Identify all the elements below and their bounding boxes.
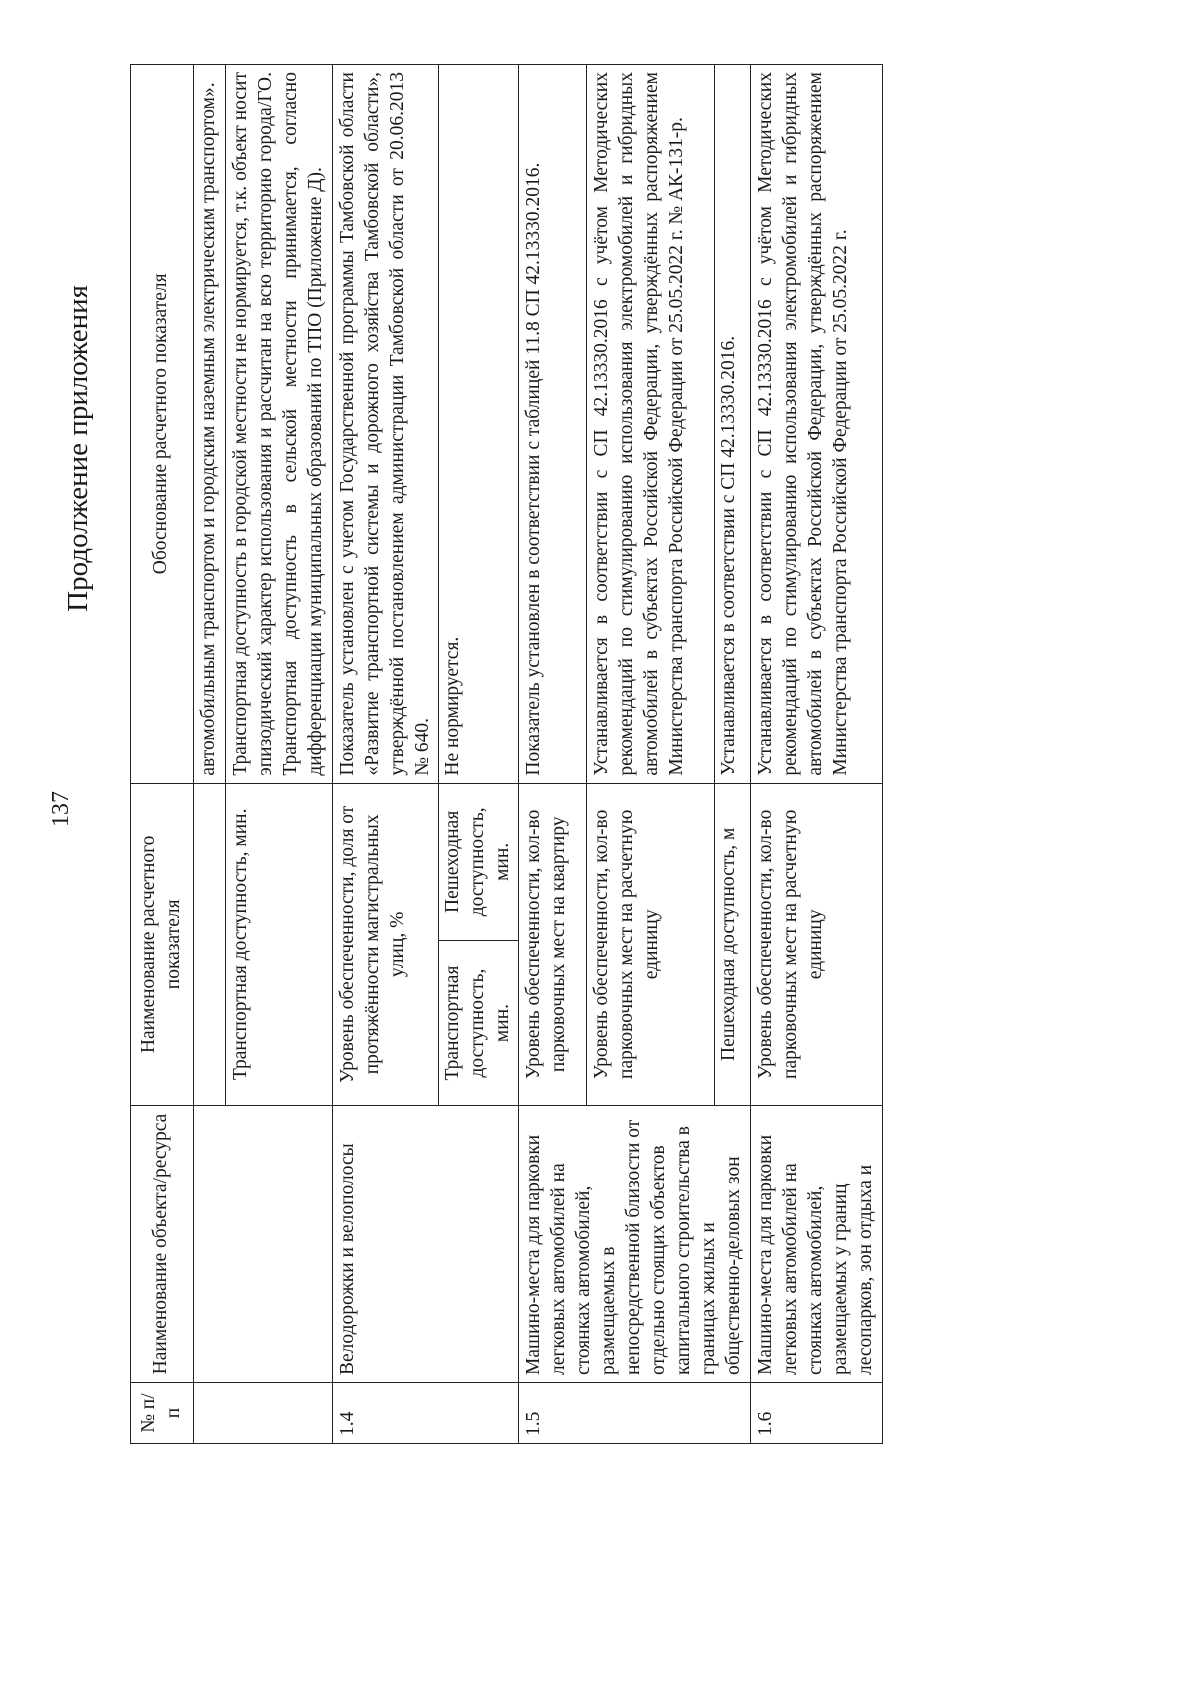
header-object: Наименование объекта/ресурса: [131, 1106, 194, 1383]
indicators-table: [130, 64, 883, 1444]
table-row: [332, 65, 439, 1444]
page-number: 137: [48, 791, 74, 827]
row-indicator: Транспортная доступность, мин.: [225, 783, 332, 1105]
row-indicator: Уровень обеспеченности, кол-во парковочных мест на расчетную единицу: [750, 783, 882, 1105]
table-header-row: [131, 65, 194, 1444]
row-justification: Не нормируется.: [439, 65, 519, 784]
table-row: [519, 65, 587, 1444]
row-num: 1.5: [519, 1383, 751, 1444]
row-justification: Показатель установлен в соответствии с таблицей 11.8 СП 42.13330.2016.: [519, 65, 587, 784]
row-object: Машино-места для парковки легковых автомобилей на стоянках автомобилей, размещаемых у границ лесопарков, зон отдыха и: [750, 1106, 882, 1383]
row-justification: Устанавливается в соответствии с СП 42.13330.2016 с учётом Методических рекомендаций по стимулированию использования электромобилей и гибридных автомобилей в субъектах Российской Федерации, утверждённых распоряжением Министерства транспорта Российской Федерации от 25.05.2022 г. № АК-131-р.: [587, 65, 715, 784]
row-object: Машино-места для парковки легковых автомобилей на стоянках автомобилей, размещаемых в непосредственной близости от отдельно стоящих объектов капитального строительства в границах жилых и общественно-деловых зон: [519, 1106, 751, 1383]
row-indicator: Пешеходная доступность, м: [715, 783, 751, 1105]
row-justification: автомобильным транспортом и городским наземным электрическим транспортом».: [193, 65, 225, 784]
row-indicator-transport: Транспортная доступность, мин.: [439, 941, 519, 1106]
row-num: 1.4: [332, 1383, 519, 1444]
header-justification: Обоснование расчетного показателя: [131, 65, 194, 784]
row-indicator: Уровень обеспеченности, кол-во парковочных мест на расчетную единицу: [587, 783, 715, 1105]
page-title: Продолжение приложения: [62, 285, 94, 612]
row-justification: Устанавливается в соответствии с СП 42.13330.2016 с учётом Методических рекомендаций по стимулированию использования электромобилей и гибридных автомобилей в субъектах Российской Федерации, утверждённых распоряжением Министерства транспорта Российской Федерации от 25.05.2022 г.: [750, 65, 882, 784]
row-indicator: Уровень обеспеченности, кол-во парковочных мест на квартиру: [519, 783, 587, 1105]
row-indicator-pedestrian: Пешеходная доступность, мин.: [439, 783, 519, 940]
row-justification: Устанавливается в соответствии с СП 42.13330.2016.: [715, 65, 751, 784]
row-object: Велодорожки и велополосы: [332, 1106, 519, 1383]
table-row: [193, 65, 225, 1444]
row-justification: Показатель установлен с учетом Государственной программы Тамбовской области «Развитие транспортной системы и дорожного хозяйства Тамбовской области», утверждённой постановлением администрации Тамбовской области от 20.06.2013 № 640.: [332, 65, 439, 784]
row-justification: Транспортная доступность в городской местности не нормируется, т.к. объект носит эпизодический характер использования и рассчитан на всю территорию города/ГО. Транспортная доступность в сельской местности принимается, согласно дифференциации муниципальных образований по ТПО (Приложение Д).: [225, 65, 332, 784]
header-num: № п/п: [131, 1383, 194, 1444]
row-object: [193, 1106, 332, 1383]
row-indicator: [193, 783, 225, 1105]
row-indicator: Уровень обеспеченности, доля от протяжённости магистральных улиц, %: [332, 783, 439, 1105]
row-num: 1.6: [750, 1383, 882, 1444]
table-row: [750, 65, 882, 1444]
header-indicator: Наименование расчетного показателя: [131, 783, 194, 1105]
row-num: [193, 1383, 332, 1444]
